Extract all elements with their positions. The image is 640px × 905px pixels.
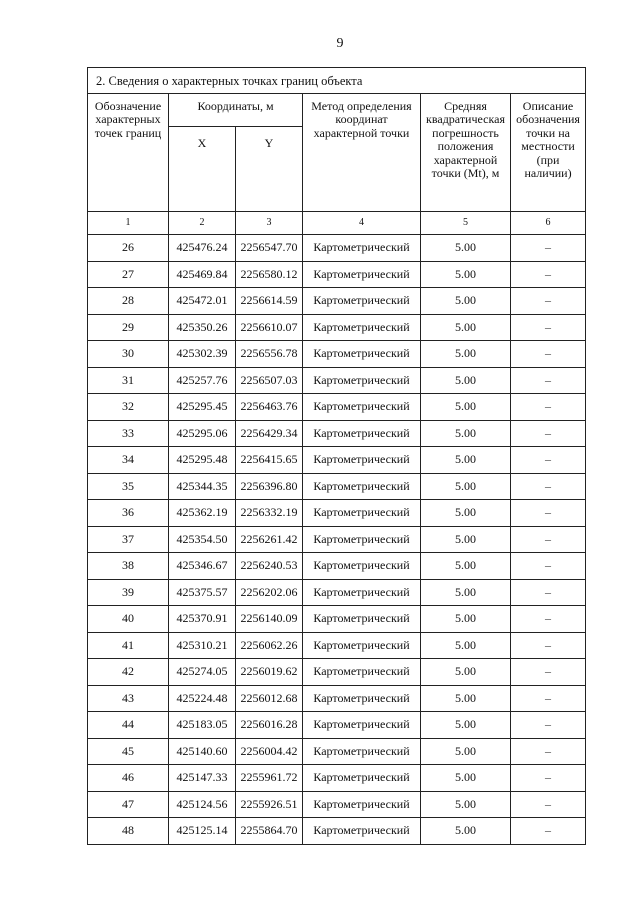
cell-method: Картометрический — [303, 235, 421, 262]
table-row — [88, 288, 586, 315]
cell-method: Картометрический — [303, 553, 421, 580]
cell-x-coordinate: 425469.84 — [169, 261, 236, 288]
cell-method: Картометрический — [303, 579, 421, 606]
column-number: 5 — [421, 212, 511, 235]
cell-description: – — [511, 738, 586, 765]
cell-method: Картометрический — [303, 261, 421, 288]
cell-y-coordinate: 2255864.70 — [236, 818, 303, 845]
column-number: 2 — [169, 212, 236, 235]
cell-point-number: 32 — [88, 394, 169, 421]
cell-y-coordinate: 2256240.53 — [236, 553, 303, 580]
cell-method: Картометрический — [303, 791, 421, 818]
cell-description: – — [511, 420, 586, 447]
table-row — [88, 341, 586, 368]
cell-accuracy: 5.00 — [421, 367, 511, 394]
cell-description: – — [511, 235, 586, 262]
cell-x-coordinate: 425350.26 — [169, 314, 236, 341]
cell-accuracy: 5.00 — [421, 500, 511, 527]
cell-y-coordinate: 2256580.12 — [236, 261, 303, 288]
cell-accuracy: 5.00 — [421, 394, 511, 421]
cell-description: – — [511, 341, 586, 368]
cell-accuracy: 5.00 — [421, 553, 511, 580]
cell-point-number: 36 — [88, 500, 169, 527]
table-row — [88, 791, 586, 818]
cell-y-coordinate: 2255961.72 — [236, 765, 303, 792]
cell-point-number: 47 — [88, 791, 169, 818]
cell-method: Картометрический — [303, 500, 421, 527]
cell-point-number: 30 — [88, 341, 169, 368]
cell-x-coordinate: 425476.24 — [169, 235, 236, 262]
cell-x-coordinate: 425147.33 — [169, 765, 236, 792]
cell-method: Картометрический — [303, 420, 421, 447]
cell-description: – — [511, 659, 586, 686]
cell-x-coordinate: 425183.05 — [169, 712, 236, 739]
cell-x-coordinate: 425295.06 — [169, 420, 236, 447]
table-row — [88, 235, 586, 262]
cell-x-coordinate: 425354.50 — [169, 526, 236, 553]
cell-accuracy: 5.00 — [421, 579, 511, 606]
table-row — [88, 394, 586, 421]
cell-description: – — [511, 791, 586, 818]
header-y: Y — [236, 127, 303, 212]
cell-point-number: 38 — [88, 553, 169, 580]
cell-point-number: 35 — [88, 473, 169, 500]
column-number: 1 — [88, 212, 169, 235]
cell-accuracy: 5.00 — [421, 473, 511, 500]
cell-accuracy: 5.00 — [421, 765, 511, 792]
cell-method: Картометрический — [303, 367, 421, 394]
cell-method: Картометрический — [303, 526, 421, 553]
cell-accuracy: 5.00 — [421, 526, 511, 553]
table-row — [88, 712, 586, 739]
cell-point-number: 44 — [88, 712, 169, 739]
cell-y-coordinate: 2256004.42 — [236, 738, 303, 765]
cell-x-coordinate: 425346.67 — [169, 553, 236, 580]
table-row — [88, 473, 586, 500]
cell-accuracy: 5.00 — [421, 261, 511, 288]
cell-method: Картометрический — [303, 606, 421, 633]
cell-method: Картометрический — [303, 473, 421, 500]
header-accuracy: Средняя квадратическая погрешность положения характерной точки (Mt), м — [421, 94, 511, 212]
cell-method: Картометрический — [303, 685, 421, 712]
cell-point-number: 45 — [88, 738, 169, 765]
cell-accuracy: 5.00 — [421, 235, 511, 262]
cell-description: – — [511, 261, 586, 288]
cell-x-coordinate: 425124.56 — [169, 791, 236, 818]
cell-y-coordinate: 2256261.42 — [236, 526, 303, 553]
table-row — [88, 447, 586, 474]
table-title-row — [88, 68, 586, 94]
cell-method: Картометрический — [303, 659, 421, 686]
table-row — [88, 500, 586, 527]
cell-description: – — [511, 526, 586, 553]
page-number: 9 — [336, 36, 344, 51]
table-row — [88, 579, 586, 606]
cell-method: Картометрический — [303, 447, 421, 474]
header-coordinates: Координаты, м — [169, 94, 303, 127]
cell-accuracy: 5.00 — [421, 818, 511, 845]
cell-point-number: 28 — [88, 288, 169, 315]
cell-y-coordinate: 2256556.78 — [236, 341, 303, 368]
column-number: 4 — [303, 212, 421, 235]
cell-y-coordinate: 2256507.03 — [236, 367, 303, 394]
cell-point-number: 33 — [88, 420, 169, 447]
header-row — [88, 94, 586, 127]
cell-accuracy: 5.00 — [421, 685, 511, 712]
cell-description: – — [511, 765, 586, 792]
cell-y-coordinate: 2256140.09 — [236, 606, 303, 633]
cell-method: Картометрический — [303, 632, 421, 659]
cell-x-coordinate: 425224.48 — [169, 685, 236, 712]
table-row — [88, 367, 586, 394]
cell-point-number: 27 — [88, 261, 169, 288]
cell-x-coordinate: 425125.14 — [169, 818, 236, 845]
cell-y-coordinate: 2256463.76 — [236, 394, 303, 421]
cell-accuracy: 5.00 — [421, 606, 511, 633]
cell-point-number: 46 — [88, 765, 169, 792]
table-row — [88, 659, 586, 686]
header-x: X — [169, 127, 236, 212]
table-row — [88, 553, 586, 580]
cell-accuracy: 5.00 — [421, 632, 511, 659]
column-number: 6 — [511, 212, 586, 235]
cell-y-coordinate: 2256614.59 — [236, 288, 303, 315]
cell-description: – — [511, 367, 586, 394]
cell-description: – — [511, 500, 586, 527]
cell-y-coordinate: 2255926.51 — [236, 791, 303, 818]
cell-x-coordinate: 425344.35 — [169, 473, 236, 500]
cell-point-number: 43 — [88, 685, 169, 712]
cell-accuracy: 5.00 — [421, 288, 511, 315]
cell-x-coordinate: 425295.48 — [169, 447, 236, 474]
cell-y-coordinate: 2256012.68 — [236, 685, 303, 712]
table-row — [88, 765, 586, 792]
cell-method: Картометрический — [303, 394, 421, 421]
table-row — [88, 818, 586, 845]
cell-point-number: 40 — [88, 606, 169, 633]
cell-point-number: 26 — [88, 235, 169, 262]
cell-method: Картометрический — [303, 738, 421, 765]
cell-y-coordinate: 2256019.62 — [236, 659, 303, 686]
table-row — [88, 685, 586, 712]
cell-method: Картометрический — [303, 712, 421, 739]
cell-y-coordinate: 2256547.70 — [236, 235, 303, 262]
table-row — [88, 738, 586, 765]
cell-x-coordinate: 425140.60 — [169, 738, 236, 765]
cell-accuracy: 5.00 — [421, 712, 511, 739]
cell-method: Картометрический — [303, 288, 421, 315]
cell-method: Картометрический — [303, 341, 421, 368]
cell-x-coordinate: 425375.57 — [169, 579, 236, 606]
cell-point-number: 37 — [88, 526, 169, 553]
cell-y-coordinate: 2256016.28 — [236, 712, 303, 739]
cell-y-coordinate: 2256332.19 — [236, 500, 303, 527]
table-row — [88, 632, 586, 659]
boundary-points-table — [87, 67, 586, 845]
cell-method: Картометрический — [303, 765, 421, 792]
cell-accuracy: 5.00 — [421, 738, 511, 765]
cell-x-coordinate: 425274.05 — [169, 659, 236, 686]
table-row — [88, 526, 586, 553]
cell-method: Картометрический — [303, 314, 421, 341]
cell-accuracy: 5.00 — [421, 341, 511, 368]
cell-point-number: 29 — [88, 314, 169, 341]
cell-accuracy: 5.00 — [421, 420, 511, 447]
cell-point-number: 42 — [88, 659, 169, 686]
cell-x-coordinate: 425472.01 — [169, 288, 236, 315]
table-row — [88, 314, 586, 341]
table-row — [88, 606, 586, 633]
table-row — [88, 420, 586, 447]
cell-point-number: 34 — [88, 447, 169, 474]
cell-method: Картометрический — [303, 818, 421, 845]
cell-y-coordinate: 2256062.26 — [236, 632, 303, 659]
cell-accuracy: 5.00 — [421, 447, 511, 474]
cell-point-number: 41 — [88, 632, 169, 659]
cell-description: – — [511, 473, 586, 500]
header-point: Обозначение характерных точек границ — [88, 94, 169, 212]
cell-x-coordinate: 425310.21 — [169, 632, 236, 659]
table-title: 2. Сведения о характерных точках границ объекта — [88, 68, 586, 94]
header-method: Метод определения координат характерной точки — [303, 94, 421, 212]
cell-accuracy: 5.00 — [421, 314, 511, 341]
cell-description: – — [511, 712, 586, 739]
cell-y-coordinate: 2256610.07 — [236, 314, 303, 341]
cell-description: – — [511, 632, 586, 659]
cell-description: – — [511, 685, 586, 712]
cell-description: – — [511, 579, 586, 606]
cell-point-number: 39 — [88, 579, 169, 606]
cell-x-coordinate: 425257.76 — [169, 367, 236, 394]
cell-y-coordinate: 2256202.06 — [236, 579, 303, 606]
column-number: 3 — [236, 212, 303, 235]
cell-x-coordinate: 425295.45 — [169, 394, 236, 421]
cell-description: – — [511, 606, 586, 633]
cell-description: – — [511, 288, 586, 315]
header-description: Описание обозначения точки на местности (при наличии) — [511, 94, 586, 212]
table-row — [88, 261, 586, 288]
table-body — [88, 235, 586, 845]
column-number-row — [88, 212, 586, 235]
cell-description: – — [511, 553, 586, 580]
cell-point-number: 31 — [88, 367, 169, 394]
cell-y-coordinate: 2256396.80 — [236, 473, 303, 500]
cell-x-coordinate: 425362.19 — [169, 500, 236, 527]
cell-y-coordinate: 2256415.65 — [236, 447, 303, 474]
cell-x-coordinate: 425370.91 — [169, 606, 236, 633]
cell-description: – — [511, 447, 586, 474]
cell-accuracy: 5.00 — [421, 659, 511, 686]
cell-accuracy: 5.00 — [421, 791, 511, 818]
cell-description: – — [511, 314, 586, 341]
cell-description: – — [511, 818, 586, 845]
cell-description: – — [511, 394, 586, 421]
cell-x-coordinate: 425302.39 — [169, 341, 236, 368]
cell-y-coordinate: 2256429.34 — [236, 420, 303, 447]
cell-point-number: 48 — [88, 818, 169, 845]
